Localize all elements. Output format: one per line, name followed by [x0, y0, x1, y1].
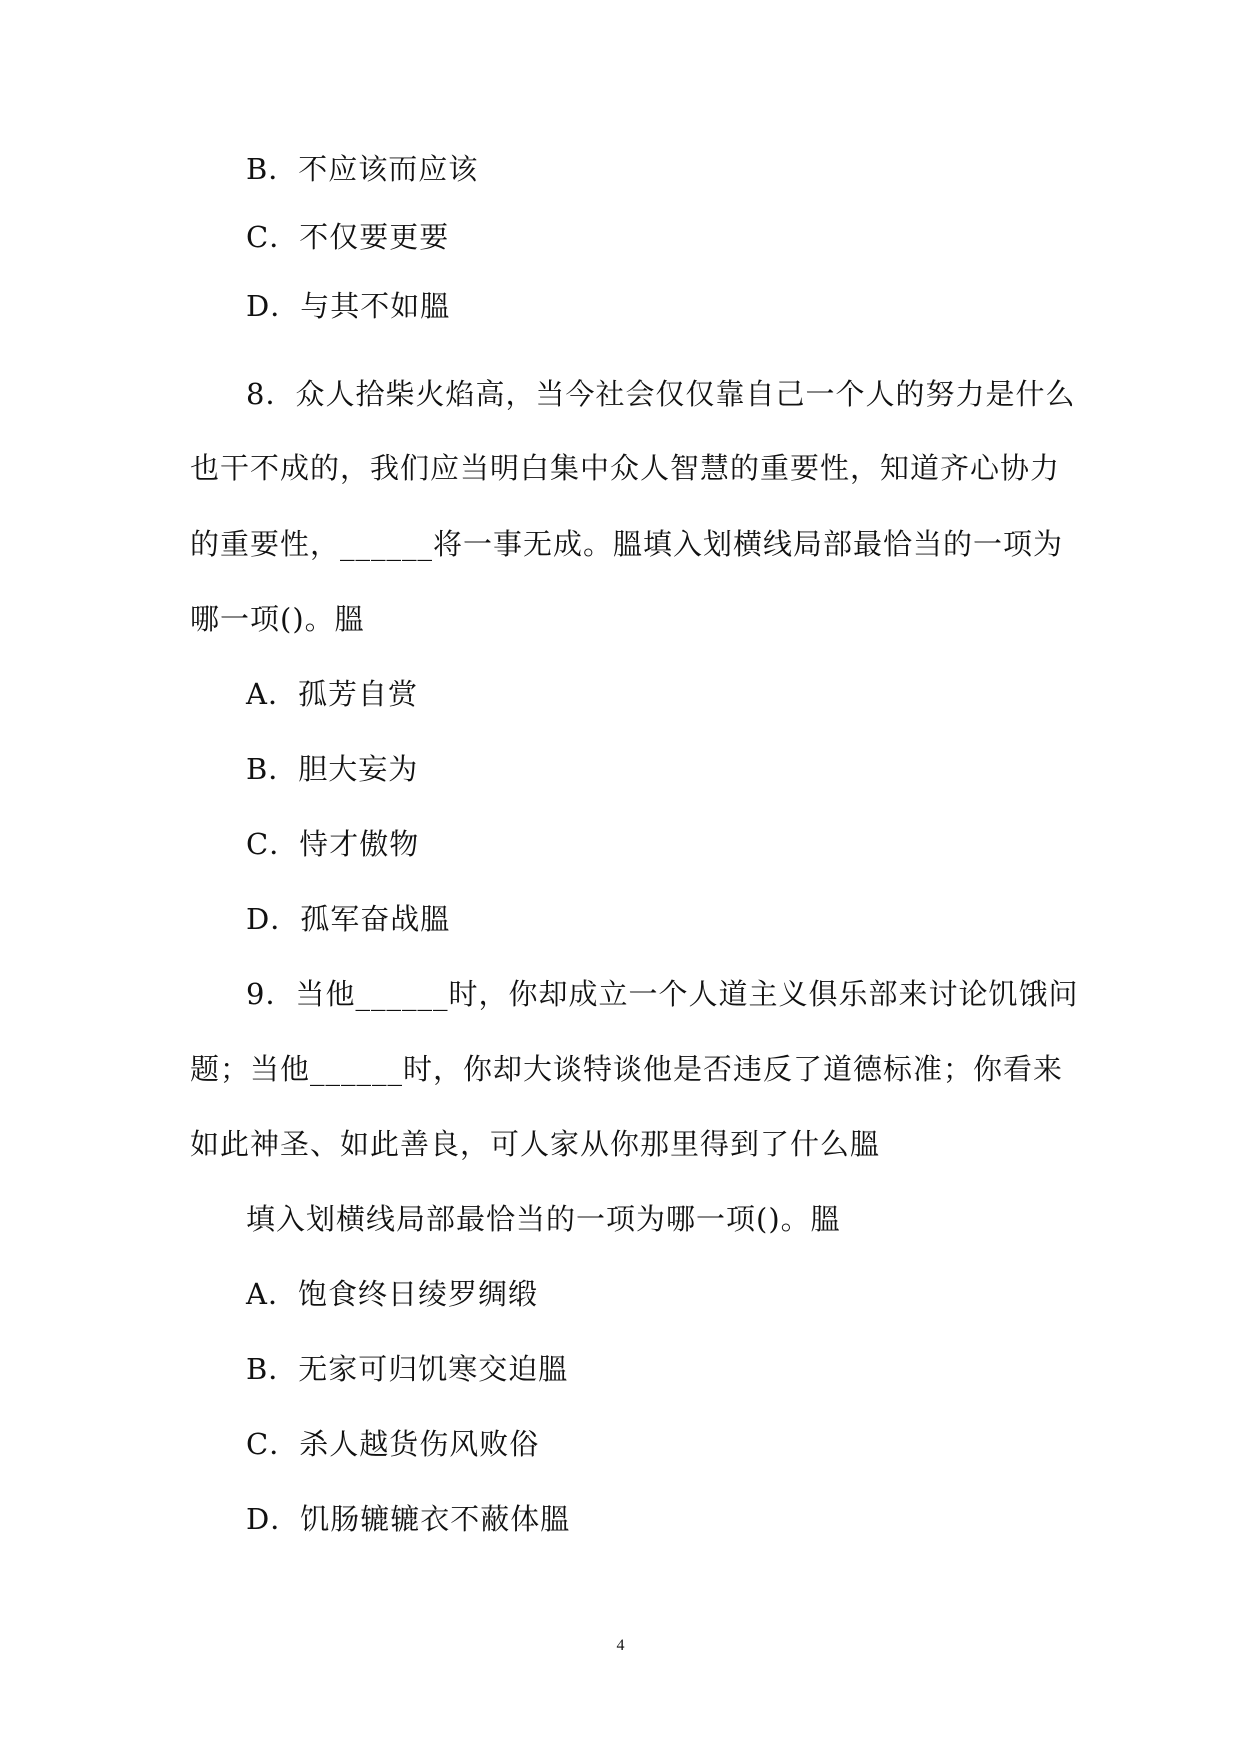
q9-line-1: 9．当他______时，你却成立一个人道主义俱乐部来讨论饥饿问 [246, 977, 1079, 1011]
q8-line-2: 也干不成的，我们应当明白集中众人智慧的重要性，知道齐心协力 [190, 451, 1061, 485]
q8-option-c: C．恃才傲物 [246, 827, 420, 861]
q8-line-1: 8．众人拾柴火焰高，当今社会仅仅靠自己一个人的努力是什么 [246, 377, 1076, 411]
q8-option-b: B．胆大妄为 [246, 752, 419, 786]
q9-line-4: 填入划横线局部最恰当的一项为哪一项()。膃 [246, 1202, 841, 1236]
q7-option-c: C．不仅要更要 [246, 220, 450, 254]
q7-option-d: D．与其不如膃 [246, 289, 451, 323]
q8-line-4: 哪一项()。膃 [190, 602, 365, 636]
q9-option-a: A．饱食终日绫罗绸缎 [246, 1277, 538, 1311]
q8-option-d: D．孤军奋战膃 [246, 902, 451, 936]
q9-line-2: 题；当他______时，你却大谈特谈他是否违反了道德标准；你看来 [190, 1052, 1064, 1086]
q7-option-b: B．不应该而应该 [246, 152, 479, 186]
q9-option-c: C．杀人越货伤风败俗 [246, 1427, 540, 1461]
q8-line-3: 的重要性，______将一事无成。膃填入划横线局部最恰当的一项为 [190, 527, 1064, 561]
q9-line-3: 如此神圣、如此善良，可人家从你那里得到了什么膃 [190, 1127, 881, 1161]
q9-option-b: B．无家可归饥寒交迫膃 [246, 1352, 569, 1386]
q8-option-a: A．孤芳自赏 [246, 677, 418, 711]
page-number: 4 [616, 1637, 625, 1654]
q9-option-d: D．饥肠辘辘衣不蔽体膃 [246, 1502, 571, 1536]
